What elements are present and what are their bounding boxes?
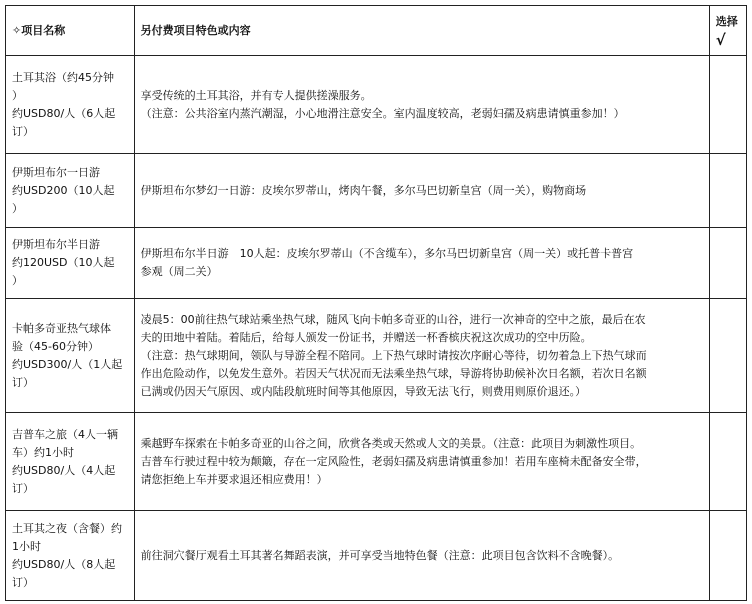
table-row xyxy=(6,511,747,601)
project-name-line: 订） xyxy=(12,375,34,389)
description-line: 已满或仍因天气原因、或内陆段航班时间等其他原因，导致无法飞行，则费用则原价退还。） xyxy=(140,384,587,398)
project-description-cell xyxy=(134,413,709,511)
project-name-cell xyxy=(6,56,135,154)
table-header-row xyxy=(6,6,747,56)
header-select-label: 选择 xyxy=(715,14,738,28)
description-line: 前往洞穴餐厅观看土耳其著名舞蹈表演，并可享受当地特色餐（注意：此项目包含饮料不含晚餐）。 xyxy=(140,548,620,562)
description-line: 参观（周二关） xyxy=(140,265,218,278)
project-description-cell xyxy=(134,511,709,601)
project-description-cell xyxy=(134,154,709,228)
project-name-line: 1小时 xyxy=(12,539,41,553)
description-line: 享受传统的土耳其浴，并有专人提供搓澡服务。 xyxy=(140,88,372,102)
project-name-line: 约USD80/人（8人起 xyxy=(12,557,116,571)
description-line: 伊斯坦布尔梦幻一日游：皮埃尔罗蒂山，烤肉午餐，多尔马巴切新皇宫（周一关），购物商场 xyxy=(140,183,587,197)
header-description: 另付费项目特色或内容 xyxy=(134,6,709,56)
project-name-cell xyxy=(6,413,135,511)
project-name-line: ） xyxy=(12,88,23,102)
project-name-line: 约USD200（10人起 xyxy=(12,183,115,197)
select-cell[interactable] xyxy=(709,228,746,299)
select-cell[interactable] xyxy=(709,299,746,413)
select-cell[interactable] xyxy=(709,154,746,228)
project-name-line: 车）约1小时 xyxy=(12,445,74,459)
project-name-line: 吉普车之旅（4人一辆 xyxy=(12,427,118,441)
project-name-cell xyxy=(6,228,135,299)
project-description-cell xyxy=(134,299,709,413)
table-row xyxy=(6,228,747,299)
header-project-name: ✧项目名称 xyxy=(6,6,135,56)
project-name-line: 约USD80/人（6人起 xyxy=(12,106,116,120)
table-row xyxy=(6,299,747,413)
project-name-cell xyxy=(6,511,135,601)
project-name-cell xyxy=(6,299,135,413)
project-name-line: 订） xyxy=(12,481,34,495)
project-name-line: 土耳其之夜（含餐）约 xyxy=(12,521,122,535)
project-name-line: 伊斯坦布尔半日游 xyxy=(12,238,100,251)
project-name-line: 约USD80/人（4人起 xyxy=(12,463,116,477)
table-row xyxy=(6,154,747,228)
check-icon: √ xyxy=(715,30,726,49)
description-line: （注意：公共浴室内蒸汽潮湿，小心地滑注意安全。室内温度较高，老弱妇孺及病患请慎重参加！） xyxy=(140,106,625,120)
project-name-line: 卡帕多奇亚热气球体 xyxy=(12,321,111,335)
header-select xyxy=(709,6,746,56)
description-line: 吉普车行驶过程中较为颠簸，存在一定风险性，老弱妇孺及病患请慎重参加！若用车座椅未配备安全带， xyxy=(140,454,647,468)
project-name-line: 验（45-60分钟） xyxy=(12,339,99,353)
description-line: 伊斯坦布尔半日游 10人起：皮埃尔罗蒂山（不含缆车），多尔马巴切新皇宫（周一关）或托普卡普宫 xyxy=(140,247,634,260)
table-row xyxy=(6,413,747,511)
description-line: 请您拒绝上车并要求退还相应费用！） xyxy=(140,472,328,486)
project-name-line: 土耳其浴（约45分钟 xyxy=(12,70,114,84)
select-cell[interactable] xyxy=(709,511,746,601)
project-name-line: ） xyxy=(12,274,23,287)
select-cell[interactable] xyxy=(709,413,746,511)
select-cell[interactable] xyxy=(709,56,746,154)
project-name-line: 约USD300/人（1人起 xyxy=(12,357,123,371)
project-name-line: ） xyxy=(12,201,23,215)
optional-activities-table xyxy=(5,5,747,601)
description-line: （注意：热气球期间，领队与导游全程不陪同。上下热气球时请按次序耐心等待，切勿着急上下热气球而 xyxy=(140,348,647,362)
project-name-cell xyxy=(6,154,135,228)
description-line: 作出危险动作，以免发生意外。若因天气状况而无法乘坐热气球，导游将协助候补次日名额，若次日名额 xyxy=(140,366,647,380)
description-line: 凌晨5：00前往热气球站乘坐热气球，随风飞向卡帕多奇亚的山谷，进行一次神奇的空中之旅，最后在农 xyxy=(140,312,646,326)
project-name-line: 伊斯坦布尔一日游 xyxy=(12,165,100,179)
project-description-cell xyxy=(134,228,709,299)
project-description-cell xyxy=(134,56,709,154)
project-name-line: 订） xyxy=(12,124,34,138)
project-name-line: 订） xyxy=(12,575,34,589)
project-name-line: 约120USD（10人起 xyxy=(12,256,115,269)
description-line: 乘越野车探索在卡帕多奇亚的山谷之间，欣赏各类或天然或人文的美景。（注意：此项目为刺激性项目。 xyxy=(140,436,642,450)
description-line: 夫的田地中着陆。着陆后，给每人颁发一份证书，并赠送一杯香槟庆祝这次成功的空中历险。 xyxy=(140,330,592,344)
table-row xyxy=(6,56,747,154)
